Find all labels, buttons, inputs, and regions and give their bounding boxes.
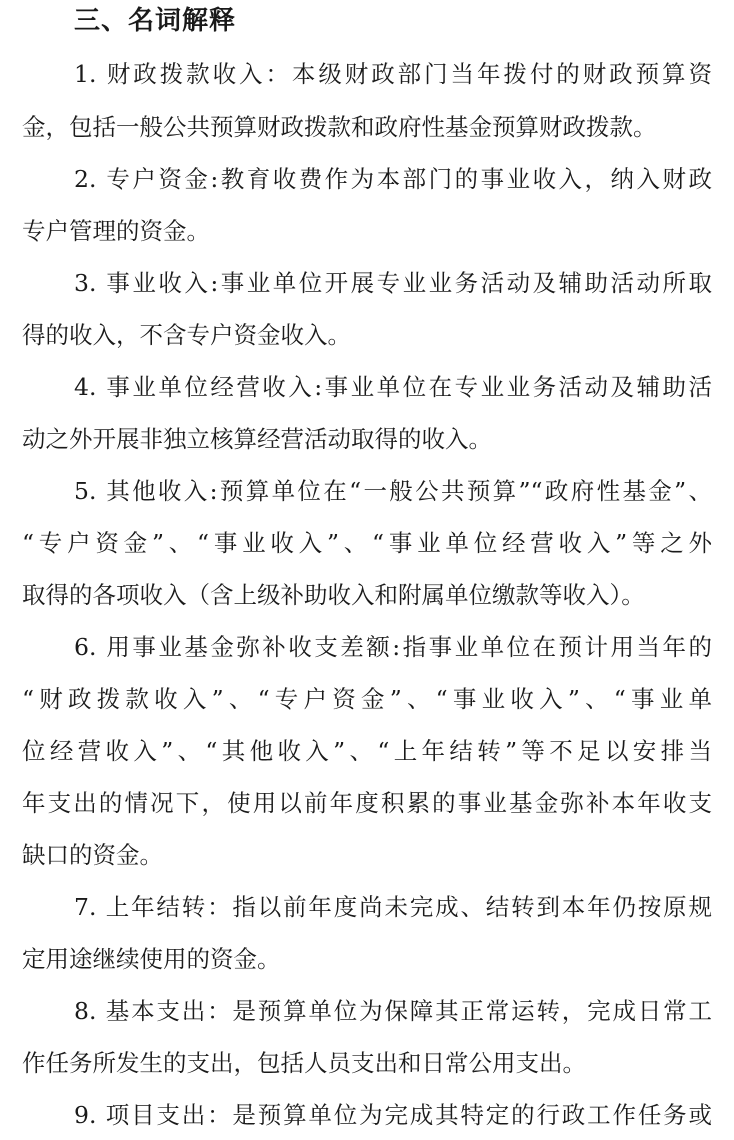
item-2-line-2: 专户管理的资金。: [22, 217, 210, 245]
item-5-line-3: 取得的各项收入（含上级补助收入和附属单位缴款等收入）。: [22, 581, 645, 609]
item-5-line-1: 5. 其他收入:预算单位在“一般公共预算”“政府性基金”、: [74, 477, 712, 505]
section-heading: 三、名词解释: [74, 6, 237, 36]
item-5-line-2: “专户资金”、“事业收入”、“事业单位经营收入”等之外: [22, 529, 712, 557]
item-6-line-1: 6. 用事业基金弥补收支差额:指事业单位在预计用当年的: [74, 633, 712, 661]
item-4-line-1: 4. 事业单位经营收入:事业单位在专业业务活动及辅助活: [74, 373, 712, 401]
item-4-line-2: 动之外开展非独立核算经营活动取得的收入。: [22, 425, 492, 453]
item-3-line-1: 3. 事业收入:事业单位开展专业业务活动及辅助活动所取: [74, 269, 712, 297]
item-8-line-2: 作任务所发生的支出，包括人员支出和日常公用支出。: [22, 1049, 586, 1077]
item-1-line-1: 1. 财政拨款收入：本级财政部门当年拨付的财政预算资: [74, 60, 712, 88]
item-6-line-5: 缺口的资金。: [22, 841, 163, 869]
item-6-line-3: 位经营收入”、“其他收入”、“上年结转”等不足以安排当: [22, 737, 712, 765]
item-6-line-2: “财政拨款收入”、“专户资金”、“事业收入”、“事业单: [22, 685, 712, 713]
item-3-line-2: 得的收入，不含专户资金收入。: [22, 321, 351, 349]
item-9-line-1: 9. 项目支出：是预算单位为完成其特定的行政工作任务或: [74, 1101, 712, 1129]
item-2-line-1: 2. 专户资金:教育收费作为本部门的事业收入，纳入财政: [74, 165, 712, 193]
item-8-line-1: 8. 基本支出：是预算单位为保障其正常运转，完成日常工: [74, 997, 712, 1025]
item-6-line-4: 年支出的情况下，使用以前年度积累的事业基金弥补本年收支: [22, 789, 712, 817]
item-7-line-2: 定用途继续使用的资金。: [22, 945, 281, 973]
item-7-line-1: 7. 上年结转：指以前年度尚未完成、结转到本年仍按原规: [74, 893, 712, 921]
item-1-line-2: 金，包括一般公共预算财政拨款和政府性基金预算财政拨款。: [22, 113, 657, 141]
